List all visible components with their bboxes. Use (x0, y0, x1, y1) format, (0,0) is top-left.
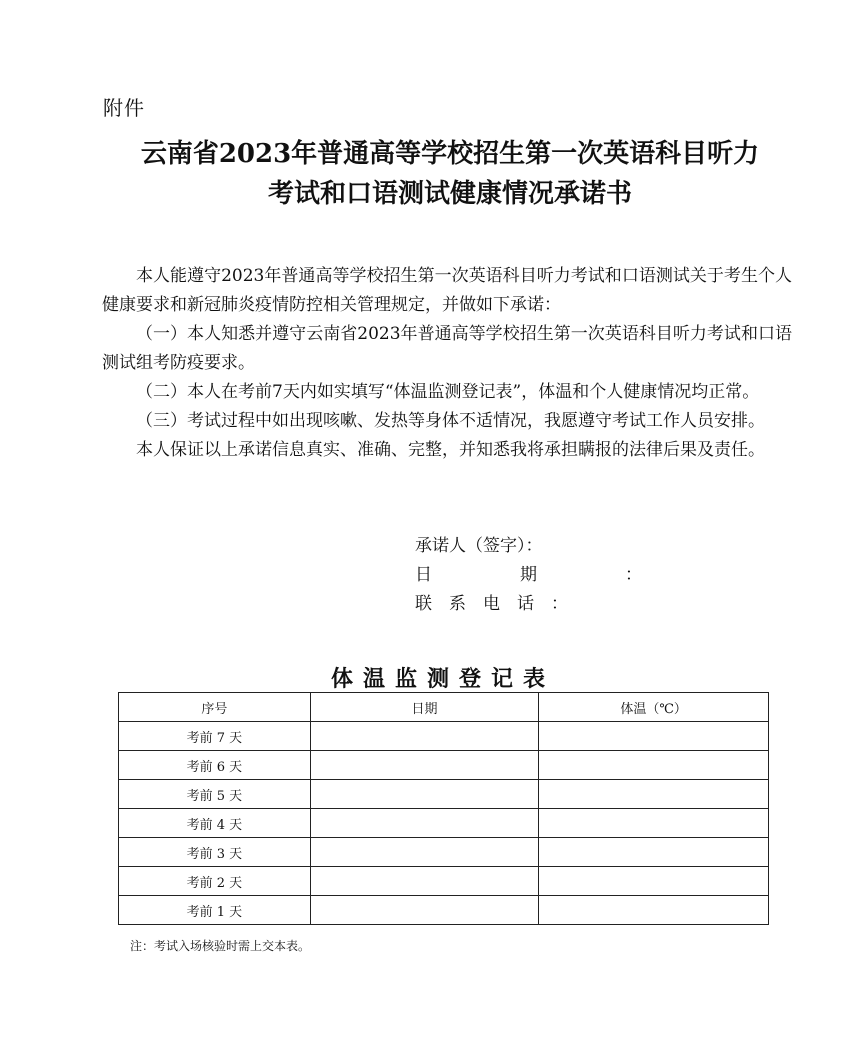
row-date-cell[interactable] (310, 751, 539, 780)
pledge-item-2: （二）本人在考前7天内如实填写“体温监测登记表”，体温和个人健康情况均正常。 (136, 382, 760, 402)
row-temp-cell[interactable] (539, 838, 769, 867)
table-row (119, 780, 769, 809)
row-date-cell[interactable] (310, 838, 539, 867)
signature-block (415, 532, 642, 619)
table-header-row (119, 693, 769, 722)
attachment-label: 附件 (103, 96, 145, 120)
row-temp-cell[interactable] (539, 780, 769, 809)
row-date-cell[interactable] (310, 867, 539, 896)
row-date-cell[interactable] (310, 809, 539, 838)
row-seq: 考前 6 天 (119, 751, 311, 780)
pledge-item-3: （三）考试过程中如出现咳嗽、发热等身体不适情况，我愿遵守考试工作人员安排。 (136, 411, 765, 431)
pledge-intro: 本人能遵守2023年普通高等学校招生第一次英语科目听力考试和口语测试关于考生个人健康要求和新冠肺炎疫情防控相关管理规定，并做如下承诺： (102, 266, 792, 315)
temperature-log-table (118, 692, 769, 925)
pledge-item-1: （一）本人知悉并遵守云南省2023年普通高等学校招生第一次英语科目听力考试和口语测试组考防疫要求。 (102, 324, 792, 373)
pledge-guarantee: 本人保证以上承诺信息真实、准确、完整，并知悉我将承担瞒报的法律后果及责任。 (136, 440, 765, 460)
row-seq: 考前 7 天 (119, 722, 311, 751)
row-seq: 考前 3 天 (119, 838, 311, 867)
table-row (119, 896, 769, 925)
date-label: 日期 (415, 565, 625, 585)
row-date-cell[interactable] (310, 896, 539, 925)
date-colon: ： (625, 565, 642, 585)
table-title: 体温监测登记表 (330, 667, 555, 692)
row-temp-cell[interactable] (539, 867, 769, 896)
row-seq: 考前 2 天 (119, 867, 311, 896)
table-row (119, 722, 769, 751)
pledge-body (102, 262, 792, 465)
signer-row (415, 532, 642, 561)
phone-label: 联系电话 (415, 594, 551, 614)
table-note: 注：考试入场核验时需上交本表。 (130, 939, 311, 953)
phone-row (415, 590, 642, 619)
header-seq: 序号 (119, 693, 311, 722)
row-temp-cell[interactable] (539, 722, 769, 751)
phone-colon: ： (551, 594, 568, 614)
title-line-1: 云南省2023年普通高等学校招生第一次英语科目听力 (140, 139, 760, 169)
row-seq: 考前 5 天 (119, 780, 311, 809)
header-date: 日期 (310, 693, 539, 722)
signer-label: 承诺人（签字）： (415, 536, 543, 556)
table-row (119, 838, 769, 867)
row-temp-cell[interactable] (539, 896, 769, 925)
table-row (119, 751, 769, 780)
document-title (80, 134, 820, 214)
table-row (119, 809, 769, 838)
table-row (119, 867, 769, 896)
date-row (415, 561, 642, 590)
row-temp-cell[interactable] (539, 751, 769, 780)
header-temperature: 体温（℃） (539, 693, 769, 722)
title-line-2: 考试和口语测试健康情况承诺书 (267, 179, 632, 209)
row-date-cell[interactable] (310, 780, 539, 809)
row-temp-cell[interactable] (539, 809, 769, 838)
row-seq: 考前 1 天 (119, 896, 311, 925)
row-seq: 考前 4 天 (119, 809, 311, 838)
row-date-cell[interactable] (310, 722, 539, 751)
